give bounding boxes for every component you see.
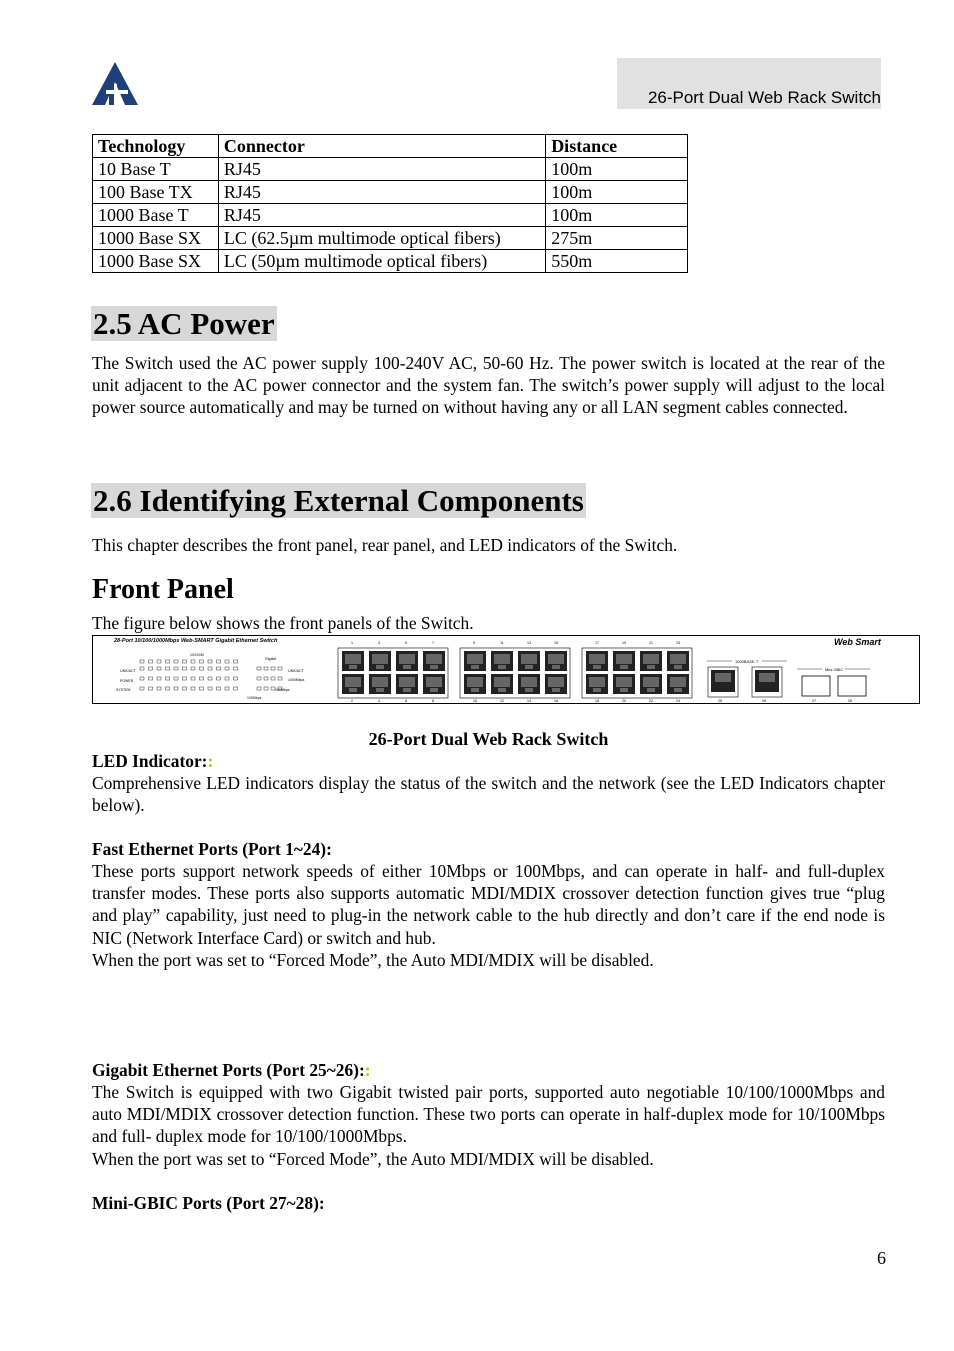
port-number-label: 16 bbox=[554, 699, 558, 703]
rj45-port bbox=[518, 674, 540, 694]
led-label: POWER bbox=[120, 679, 134, 683]
port-number-label: 8 bbox=[432, 699, 434, 703]
rj45-port bbox=[667, 674, 689, 694]
gigabit-paragraph: The Switch is equipped with two Gigabit twisted pair ports, supported auto negotiable 10/100/1000Mbps and auto MDI/MDIX crossover detection function. These two ports can operate in half-duplex mode for 10/100Mbps and full- duplex mode for 10/100/1000Mbps. bbox=[92, 1082, 885, 1147]
led-indicator-title-text: LED Indicator: bbox=[92, 751, 208, 771]
led-label: 100Mbps bbox=[247, 696, 262, 700]
table-cell: 1000 Base T bbox=[93, 204, 219, 227]
mini-gbic-port bbox=[838, 676, 866, 696]
table-cell: 10 Base T bbox=[93, 158, 219, 181]
fast-ethernet-note: When the port was set to “Forced Mode”, the Auto MDI/MDIX will be disabled. bbox=[92, 950, 654, 970]
table-row bbox=[93, 204, 688, 227]
table-cell: 100m bbox=[546, 204, 688, 227]
port-number-label: 5 bbox=[405, 641, 407, 645]
rj45-port bbox=[640, 674, 662, 694]
table-header-row bbox=[93, 135, 688, 158]
rj45-port bbox=[491, 651, 513, 671]
led-indicator-paragraph: Comprehensive LED indicators display the status of the switch and the network (see the LED Indicators chapter below). bbox=[92, 773, 885, 816]
port-number-label: 17 bbox=[595, 641, 599, 645]
port-number-label: 2 bbox=[351, 699, 353, 703]
port-number-label: 20 bbox=[622, 699, 626, 703]
port-number-label: 9 bbox=[473, 641, 475, 645]
mini-gbic-label: Mini GBIC bbox=[825, 667, 844, 672]
fast-ethernet-paragraph: These ports support network speeds of either 10Mbps or 100Mbps, and can operate in half- and full-duplex transfer modes. These ports also supports automatic MDI/MDIX crossover detection function gives true “plug and play” capability, just need to plug-in the network cable to the hub directly and don’t care if the end node is NIC (Network Interface Card) or switch and hub. bbox=[92, 861, 885, 948]
port-number-label: 1 bbox=[351, 641, 353, 645]
section-heading-ac-power: 2.5 AC Power bbox=[93, 306, 275, 341]
rj45-port bbox=[423, 651, 445, 671]
port-number-label: 19 bbox=[622, 641, 626, 645]
table-header-cell: Distance bbox=[546, 135, 688, 158]
rj45-port bbox=[491, 674, 513, 694]
table-cell: RJ45 bbox=[218, 181, 545, 204]
front-panel-figure bbox=[92, 635, 920, 704]
led-label: 1000Mbps bbox=[288, 678, 305, 682]
figure-caption: 26-Port Dual Web Rack Switch bbox=[368, 729, 609, 749]
panel-title: 28-Port 10/100/1000Mbps Web-SMART Gigabit Ethernet Switch bbox=[114, 638, 278, 644]
led-label: SYSTEM bbox=[116, 688, 131, 692]
port-number-label: 21 bbox=[649, 641, 653, 645]
colon-mark: : bbox=[207, 751, 214, 771]
rj45-port bbox=[396, 651, 418, 671]
rj45-port bbox=[369, 651, 391, 671]
led-indicator-title bbox=[92, 750, 885, 772]
led-label: LINK/ACT bbox=[120, 669, 136, 673]
gigabit-note: When the port was set to “Forced Mode”, the Auto MDI/MDIX will be disabled. bbox=[92, 1149, 654, 1169]
rj45-port bbox=[545, 674, 567, 694]
section-heading-external-components: 2.6 Identifying External Components bbox=[93, 483, 584, 518]
table-cell: 550m bbox=[546, 250, 688, 273]
port-number-label: 10 bbox=[473, 699, 477, 703]
port-number-label: 14 bbox=[527, 699, 531, 703]
brand-logo: Web Smart bbox=[834, 637, 881, 647]
led-group-label: Gigabit bbox=[265, 657, 277, 661]
port-number-label: 15 bbox=[554, 641, 558, 645]
port-number-label: 26 bbox=[762, 699, 766, 703]
mini-gbic-title: Mini-GBIC Ports (Port 27~28): bbox=[92, 1193, 325, 1213]
table-row bbox=[93, 181, 688, 204]
rj45-port bbox=[613, 674, 635, 694]
led-group-label: 10/100M bbox=[190, 653, 204, 657]
gigabit-label: 1000BASE-T bbox=[735, 659, 759, 664]
rj45-port bbox=[342, 674, 364, 694]
table-cell: LC (62.5µm multimode optical fibers) bbox=[218, 227, 545, 250]
table-cell: 1000 Base SX bbox=[93, 250, 219, 273]
table-header-cell: Technology bbox=[93, 135, 219, 158]
port-number-label: 7 bbox=[432, 641, 434, 645]
table-header-cell: Connector bbox=[218, 135, 545, 158]
port-number-label: 23 bbox=[676, 641, 680, 645]
port-number-label: 4 bbox=[378, 699, 380, 703]
fast-ethernet-title: Fast Ethernet Ports (Port 1~24): bbox=[92, 839, 332, 859]
mini-gbic-port bbox=[802, 676, 830, 696]
led-label: LINK/ACT bbox=[288, 669, 304, 673]
table-cell: LC (50µm multimode optical fibers) bbox=[218, 250, 545, 273]
port-number-label: 18 bbox=[595, 699, 599, 703]
table-cell: 100 Base TX bbox=[93, 181, 219, 204]
port-number-label: 24 bbox=[676, 699, 680, 703]
rj45-port bbox=[342, 651, 364, 671]
table-cell: 1000 Base SX bbox=[93, 227, 219, 250]
gigabit-title bbox=[92, 1059, 885, 1081]
port-number-label: 12 bbox=[500, 699, 504, 703]
table-cell: 100m bbox=[546, 181, 688, 204]
port-number-label: 13 bbox=[527, 641, 531, 645]
rj45-port bbox=[464, 674, 486, 694]
port-number-label: 11 bbox=[500, 641, 504, 645]
header-title: 26-Port Dual Web Rack Switch bbox=[647, 88, 881, 107]
rj45-port bbox=[423, 674, 445, 694]
table-cell: 275m bbox=[546, 227, 688, 250]
rj45-port bbox=[586, 674, 608, 694]
table-cell: 100m bbox=[546, 158, 688, 181]
company-logo bbox=[92, 60, 138, 106]
port-number-label: 27 bbox=[812, 699, 816, 703]
front-panel-heading: Front Panel bbox=[92, 574, 234, 605]
led-label: 100Mbps bbox=[275, 688, 290, 692]
table-row bbox=[93, 250, 688, 273]
colon-mark: : bbox=[364, 1060, 371, 1080]
rj45-port bbox=[464, 651, 486, 671]
port-number-label: 22 bbox=[649, 699, 653, 703]
table-cell: RJ45 bbox=[218, 204, 545, 227]
rj45-port bbox=[369, 674, 391, 694]
port-number-label: 6 bbox=[405, 699, 407, 703]
rj45-port bbox=[545, 651, 567, 671]
connector-table bbox=[92, 134, 688, 273]
table-cell: RJ45 bbox=[218, 158, 545, 181]
rj45-port bbox=[667, 651, 689, 671]
rj45-port bbox=[396, 674, 418, 694]
front-panel-intro: The figure below shows the front panels of the Switch. bbox=[92, 613, 474, 633]
gigabit-title-text: Gigabit Ethernet Ports (Port 25~26): bbox=[92, 1060, 365, 1080]
rj45-port bbox=[640, 651, 662, 671]
external-components-paragraph: This chapter describes the front panel, rear panel, and LED indicators of the Switch. bbox=[92, 535, 678, 555]
ac-power-paragraph: The Switch used the AC power supply 100-240V AC, 50-60 Hz. The power switch is located at the rear of the unit adjacent to the AC power connector and the system fan. The switch’s power supply will adjust to the local power source automatically and may be turned on without having any or all LAN segment cables connected. bbox=[92, 353, 885, 418]
port-number-label: 3 bbox=[378, 641, 380, 645]
port-number-label: 28 bbox=[848, 699, 852, 703]
port-number-label: 25 bbox=[718, 699, 722, 703]
table-row bbox=[93, 158, 688, 181]
rj45-port bbox=[613, 651, 635, 671]
rj45-port bbox=[518, 651, 540, 671]
table-row bbox=[93, 227, 688, 250]
rj45-port bbox=[586, 651, 608, 671]
page-number: 6 bbox=[877, 1248, 886, 1268]
